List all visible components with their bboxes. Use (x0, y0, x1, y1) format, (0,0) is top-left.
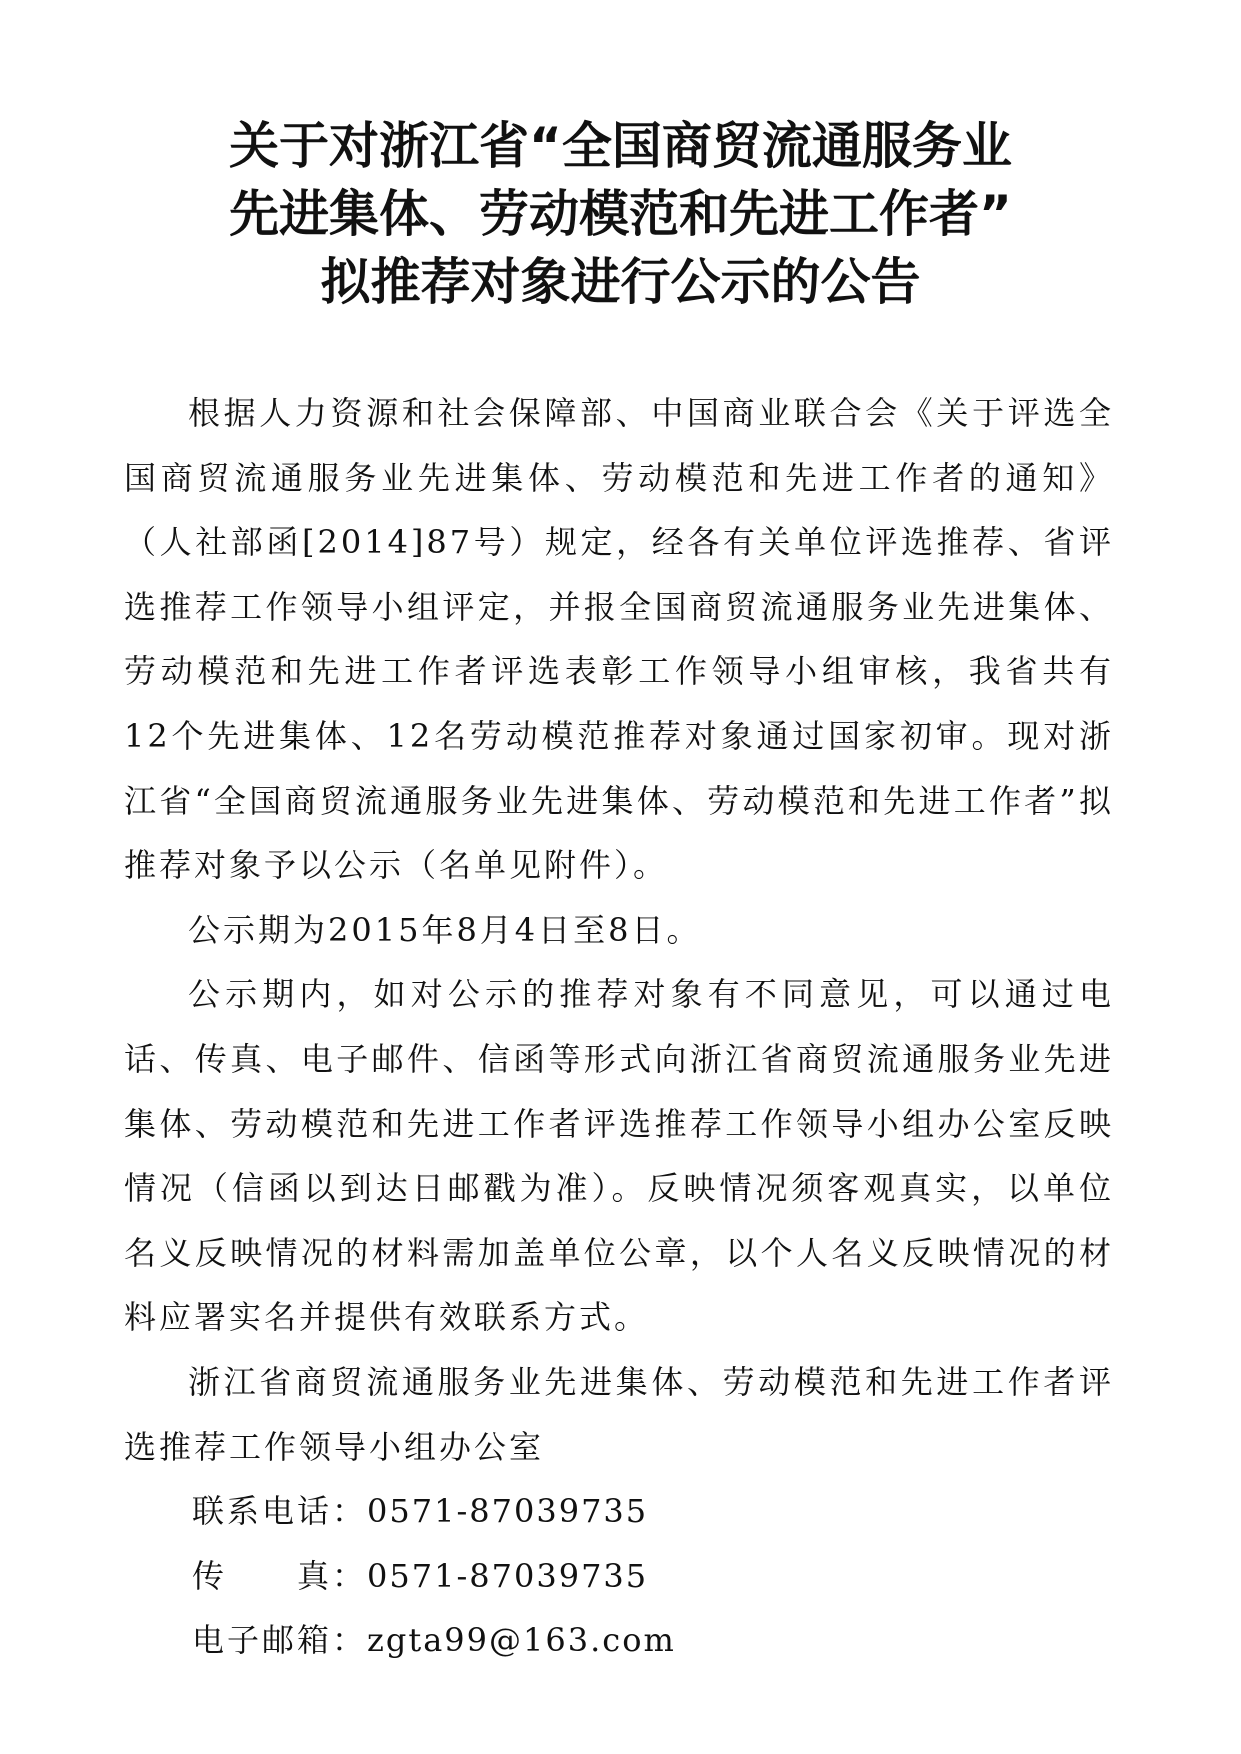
paragraph-office: 浙江省商贸流通服务业先进集体、劳动模范和先进工作者评选推荐工作领导小组办公室 (124, 1362, 1114, 1466)
paragraph-basis: 根据人力资源和社会保障部、中国商业联合会《关于评选全国商贸流通服务业先进集体、劳动模范和先进工作者的通知》（人社部函[2014]87号）规定，经各有关单位评选推荐、省评选推荐工作领导小组评定，并报全国商贸流通服务业先进集体、劳动模范和先进工作者评选表彰工作领导小组审核，我省共有12个先进集体、12名劳动模范推荐对象通过国家初审。现对浙江省“全国商贸流通服务业先进集体、劳动模范和先进工作者”拟推荐对象予以公示（名单见附件）。 (124, 394, 1114, 885)
fax-value: 0571-87039735 (367, 1556, 649, 1595)
title-line-1: 关于对浙江省“全国商贸流通服务业 (229, 117, 1012, 175)
paragraph-feedback: 公示期内，如对公示的推荐对象有不同意见，可以通过电话、传真、电子邮件、信函等形式向浙江省商贸流通服务业先进集体、劳动模范和先进工作者评选推荐工作领导小组办公室反映情况（信函以到达日邮戳为准）。反映情况须客观真实，以单位名义反映情况的材料需加盖单位公章，以个人名义反映情况的材料应署实名并提供有效联系方式。 (124, 975, 1114, 1337)
document-body (124, 381, 1114, 1673)
contact-fax (124, 1544, 1114, 1609)
email-value: zgta99@163.com (367, 1621, 676, 1660)
document-title (120, 112, 1121, 316)
title-line-3: 拟推荐对象进行公示的公告 (320, 253, 921, 311)
title-line-2: 先进集体、劳动模范和先进工作者” (229, 185, 1012, 243)
phone-label: 联系电话： (192, 1492, 368, 1531)
fax-label: 传 真： (192, 1556, 368, 1595)
phone-value: 0571-87039735 (367, 1492, 649, 1531)
paragraph-period: 公示期为2015年8月4日至8日。 (188, 910, 702, 949)
contact-phone (124, 1479, 1114, 1544)
email-label: 电子邮箱： (192, 1621, 368, 1660)
contact-email (124, 1608, 1114, 1673)
